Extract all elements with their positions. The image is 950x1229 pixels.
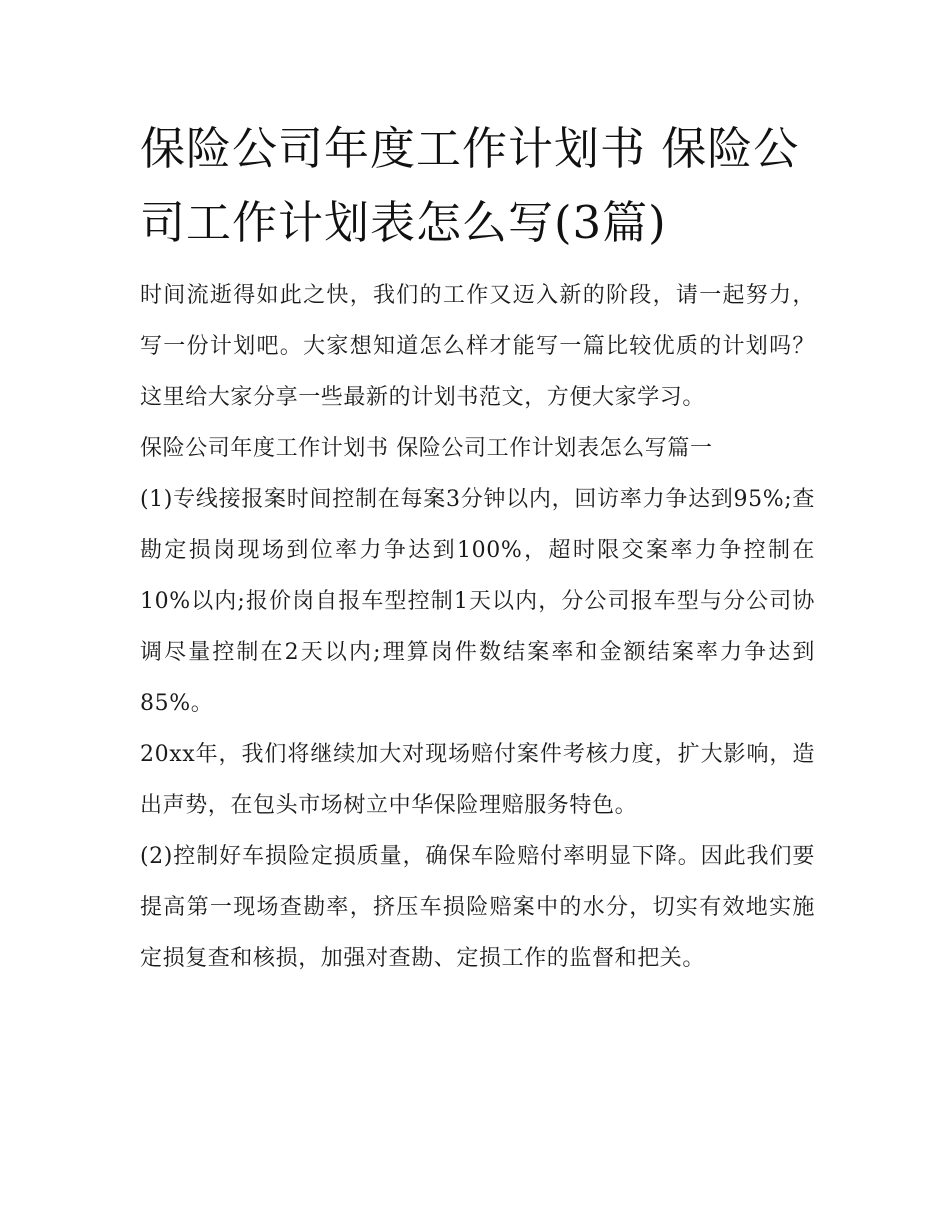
intro-paragraph: 时间流逝得如此之快，我们的工作又迈入新的阶段，请一起努力，写一份计划吧。大家想知道怎么样才能写一篇比较优质的计划吗？这里给大家分享一些最新的计划书范文，方便大家学习。 [140,283,815,410]
item-2-paragraph: (2)控制好车损险定损质量，确保车险赔付率明显下降。因此我们要提高第一现场查勘率，挤压车损险赔案中的水分，切实有效地实施定损复查和核损，加强对查勘、定损工作的监督和把关。 [140,844,815,971]
section-heading-paragraph: 保险公司年度工作计划书 保险公司工作计划表怎么写篇一 [140,436,713,461]
document-body [140,112,815,984]
plan-20xx-paragraph: 20xx年，我们将继续加大对现场赔付案件考核力度，扩大影响，造出声势，在包头市场树立中华保险理赔服务特色。 [140,742,815,818]
item-1-paragraph: (1)专线接报案时间控制在每案3分钟以内，回访率力争达到95%;查勘定损岗现场到位率力争达到100%，超时限交案率力争控制在10%以内;报价岗自报车型控制1天以内，分公司报车型与分公司协调尽量控制在2天以内;理算岗件数结案率和金额结案率力争达到85%。 [140,487,815,716]
document-title: 保险公司年度工作计划书 保险公司工作计划表怎么写(3篇) [140,122,800,249]
